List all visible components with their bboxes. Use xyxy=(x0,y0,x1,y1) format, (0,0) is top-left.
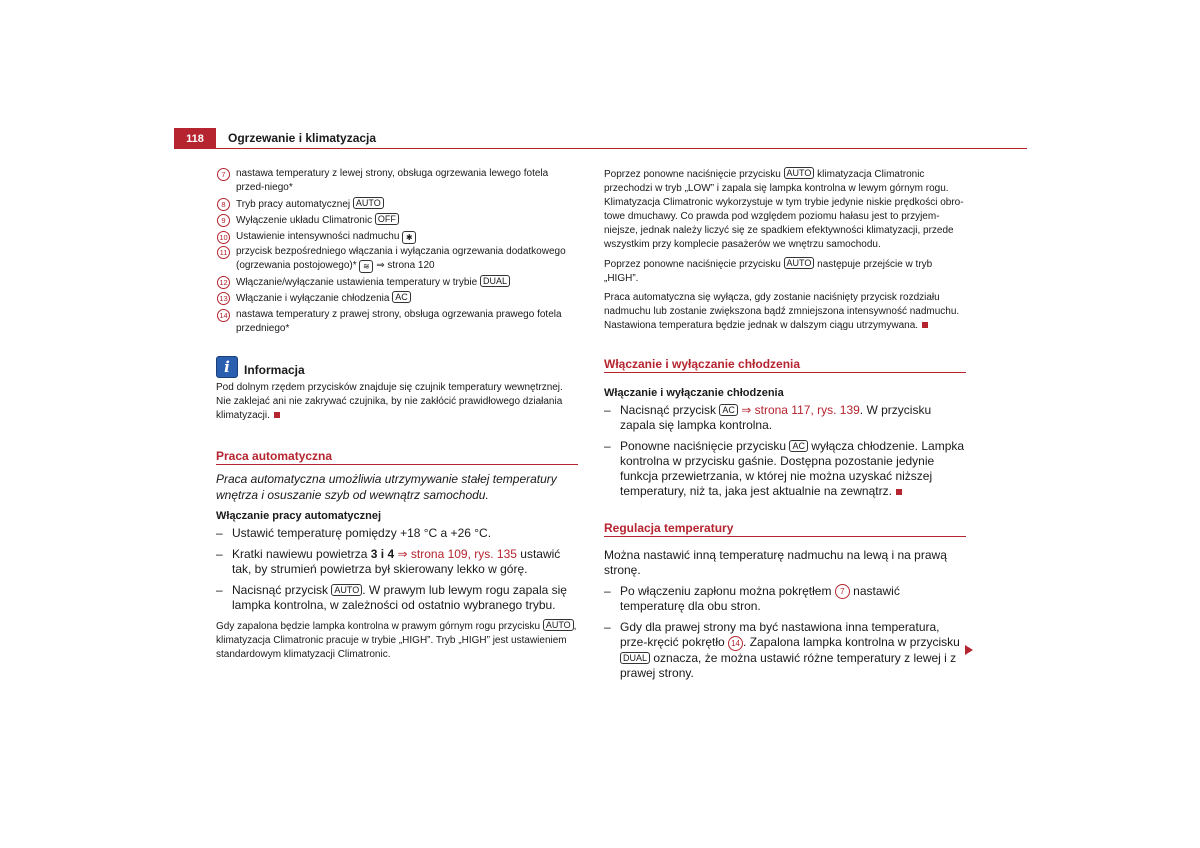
auto-intro: Praca automatyczna umożliwia utrzymywanie stałej temperatury wnętrza i osuszanie szyb od wewnątrz samochodu. xyxy=(216,471,557,502)
legend-text: nastawa temperatury z prawej strony, obsługa ogrzewania prawego fotela przedniego* xyxy=(236,308,562,334)
auto-step xyxy=(216,583,578,613)
right-column xyxy=(604,167,966,687)
step-text: ustawić tak, by strumień powietrza był skierowany lekko w górę. xyxy=(232,546,561,576)
fan-icon: ✱ xyxy=(402,231,416,244)
end-marker xyxy=(922,322,928,328)
callout-number: 14 xyxy=(217,309,230,322)
cooling-step xyxy=(604,403,966,433)
ac-key: AC xyxy=(719,404,738,416)
page-number: 118 xyxy=(174,128,216,149)
high-mode-paragraph xyxy=(604,257,966,286)
cooling-steps xyxy=(604,403,966,499)
info-heading xyxy=(216,356,578,378)
dual-key: DUAL xyxy=(480,275,510,287)
legend-list xyxy=(216,167,578,336)
step-text: wyłącza chłodzenie. Lampka kontrolna w przycisku gaśnie. Dostępna pozostanie jedynie funkcja przewietrzania, w której nie można uzyskać niższej temperatury, niż ta, jaka jest aktualnie na zewnątrz. xyxy=(620,439,965,498)
temperature-steps xyxy=(604,584,966,681)
legend-item xyxy=(216,308,578,336)
auto-key: AUTO xyxy=(353,197,384,209)
auto-off-paragraph xyxy=(604,291,966,333)
conjunction: i xyxy=(380,546,385,561)
auto-note xyxy=(216,619,578,662)
note-text: Gdy zapalona będzie lampka kontrolna w prawym górnym rogu przycisku xyxy=(216,620,541,632)
ac-key: AC xyxy=(392,291,411,303)
info-text: Pod dolnym rzędem przycisków znajduje się czujnik temperatury wewnętrznej. Nie zaklejać ani nie zakrywać czujnika, by nie zakłócić prawidłowego działania klimatyzacji. xyxy=(216,381,563,421)
legend-item xyxy=(216,167,578,195)
callout-number: 9 xyxy=(217,214,230,227)
legend-item xyxy=(216,230,578,244)
temperature-step xyxy=(604,584,966,614)
auto-key: AUTO xyxy=(784,257,815,269)
step-text: Gdy dla prawej strony ma być nastawiona inna temperatura, prze-kręcić pokrętło xyxy=(620,620,940,650)
cross-reference-link[interactable]: ⇒ strona 117, rys. 139 xyxy=(741,403,860,417)
step-text: Po włączeniu zapłonu można pokrętłem xyxy=(620,584,832,598)
vent-number: 4 xyxy=(387,546,395,561)
ac-key: AC xyxy=(789,440,808,452)
callout-number: 7 xyxy=(835,584,850,599)
cooling-step xyxy=(604,439,966,499)
paragraph-text: klimatyzacja Climatronic przechodzi w tryb „LOW” i zapala się lampka kontrolna w lewym górnym rogu. Klimatyzacja Climatronic wykorzystuje w tym trybie jedynie niskie prędkości obro-towe dmuchawy. Co prawda pod względem poziomu hałasu jest to przyjem-niejsze, jednak należy liczyć się ze spadkiem efektywności klimatyzacji, przede wszystkim przy komplecie pasażerów we wnętrzu samochodu. xyxy=(604,169,964,250)
auto-key: AUTO xyxy=(331,584,362,596)
paragraph-text: następuje przejście w tryb „HIGH”. xyxy=(604,259,933,284)
callout-number: 13 xyxy=(217,292,230,305)
callout-number: 8 xyxy=(217,198,230,211)
step-text: Kratki nawiewu powietrza xyxy=(232,546,368,561)
step-text: Nacisnąć przycisk xyxy=(620,403,717,417)
auto-key: AUTO xyxy=(784,167,815,179)
step-text: Nacisnąć przycisk xyxy=(232,582,329,597)
cross-reference-link[interactable]: ⇒ strona 109, rys. 135 xyxy=(397,546,517,561)
info-paragraph xyxy=(216,381,578,423)
temperature-intro: Można nastawić inną temperaturę nadmuchu na lewą i na prawą stronę. xyxy=(604,548,947,577)
auto-step xyxy=(216,526,578,541)
legend-item xyxy=(216,275,578,290)
continue-arrow-icon xyxy=(965,645,973,655)
legend-item xyxy=(216,245,578,273)
temperature-step xyxy=(604,620,966,680)
paragraph-text: Praca automatyczna się wyłącza, gdy zostanie naciśnięty przycisk rozdziału nadmuchu lub zostanie zwiększona bądź zmniejszona intensywność nadmuchu. Nastawiona temperatura będzie jednak w dalszym ciągu utrzymywana. xyxy=(604,292,960,331)
callout-number: 14 xyxy=(728,636,743,651)
step-text: Ponowne naciśnięcie przycisku xyxy=(620,439,787,453)
info-title: Informacja xyxy=(244,362,305,377)
step-text: . Zapalona lampka kontrolna w przycisku xyxy=(743,635,960,650)
auto-key: AUTO xyxy=(543,619,574,631)
legend-item xyxy=(216,197,578,212)
legend-text: Włączanie/wyłączanie ustawienia temperatury w trybie xyxy=(236,276,478,288)
cooling-subheading: Włączanie i wyłączanie chłodzenia xyxy=(604,387,784,399)
callout-number: 7 xyxy=(217,168,230,181)
left-column xyxy=(216,167,578,662)
dual-key: DUAL xyxy=(620,652,650,664)
chapter-title: Ogrzewanie i klimatyzacja xyxy=(228,131,377,145)
legend-text: nastawa temperatury z lewej strony, obsługa ogrzewania lewego fotela przed-niego* xyxy=(236,168,549,193)
step-text: Ustawić temperaturę pomiędzy +18 °C a +26 °C. xyxy=(232,525,492,540)
legend-text: Wyłączenie układu Climatronic xyxy=(236,215,373,226)
section-heading-cooling: Włączanie i wyłączanie chłodzenia xyxy=(604,357,966,373)
legend-text: Tryb pracy automatycznej xyxy=(236,198,351,210)
heater-icon: ≋ xyxy=(359,260,373,273)
vent-number: 3 xyxy=(370,546,378,561)
end-marker xyxy=(896,489,902,495)
callout-number: 12 xyxy=(217,276,230,289)
auto-subheading: Włączanie pracy automatycznej xyxy=(216,509,382,522)
step-text: . W prawym lub lewym rogu zapala się lampka kontrolna, w zależności od ostatnio wybranego trybu. xyxy=(232,582,567,612)
info-icon: i xyxy=(216,356,238,378)
legend-text: Ustawienie intensywności nadmuchu xyxy=(236,230,400,242)
note-text: , klimatyzacja Climatronic pracuje w trybie „HIGH”. Tryb „HIGH” jest ustawieniem standardowym klimatyzacji Climatronic. xyxy=(216,620,577,660)
legend-text: Włączanie i wyłączanie chłodzenia xyxy=(236,293,390,304)
low-mode-paragraph xyxy=(604,167,966,252)
legend-item xyxy=(216,213,578,228)
header-rule xyxy=(216,148,1027,149)
callout-number: 11 xyxy=(217,246,230,259)
legend-text: przycisk bezpośredniego włączania i wyłączania ogrzewania dodatkowego (ogrzewania postojowego)* xyxy=(236,246,566,271)
paragraph-text: Poprzez ponowne naciśnięcie przycisku xyxy=(604,169,781,180)
paragraph-text: Poprzez ponowne naciśnięcie przycisku xyxy=(604,259,781,270)
auto-step xyxy=(216,547,578,577)
section-heading-auto: Praca automatyczna xyxy=(216,449,578,465)
end-marker xyxy=(274,412,280,418)
callout-number: 10 xyxy=(217,231,230,244)
step-text: . W przycisku zapala się lampka kontrolna. xyxy=(620,403,932,432)
step-text: nastawić temperaturę dla obu stron. xyxy=(620,584,900,614)
page-reference: ⇒ strona 120 xyxy=(376,260,435,271)
section-heading-temperature: Regulacja temperatury xyxy=(604,521,966,537)
auto-steps xyxy=(216,526,578,613)
legend-item xyxy=(216,291,578,306)
off-key: OFF xyxy=(375,213,399,225)
step-text: oznacza, że można ustawić różne temperatury z lewej i z prawej strony. xyxy=(620,650,957,680)
